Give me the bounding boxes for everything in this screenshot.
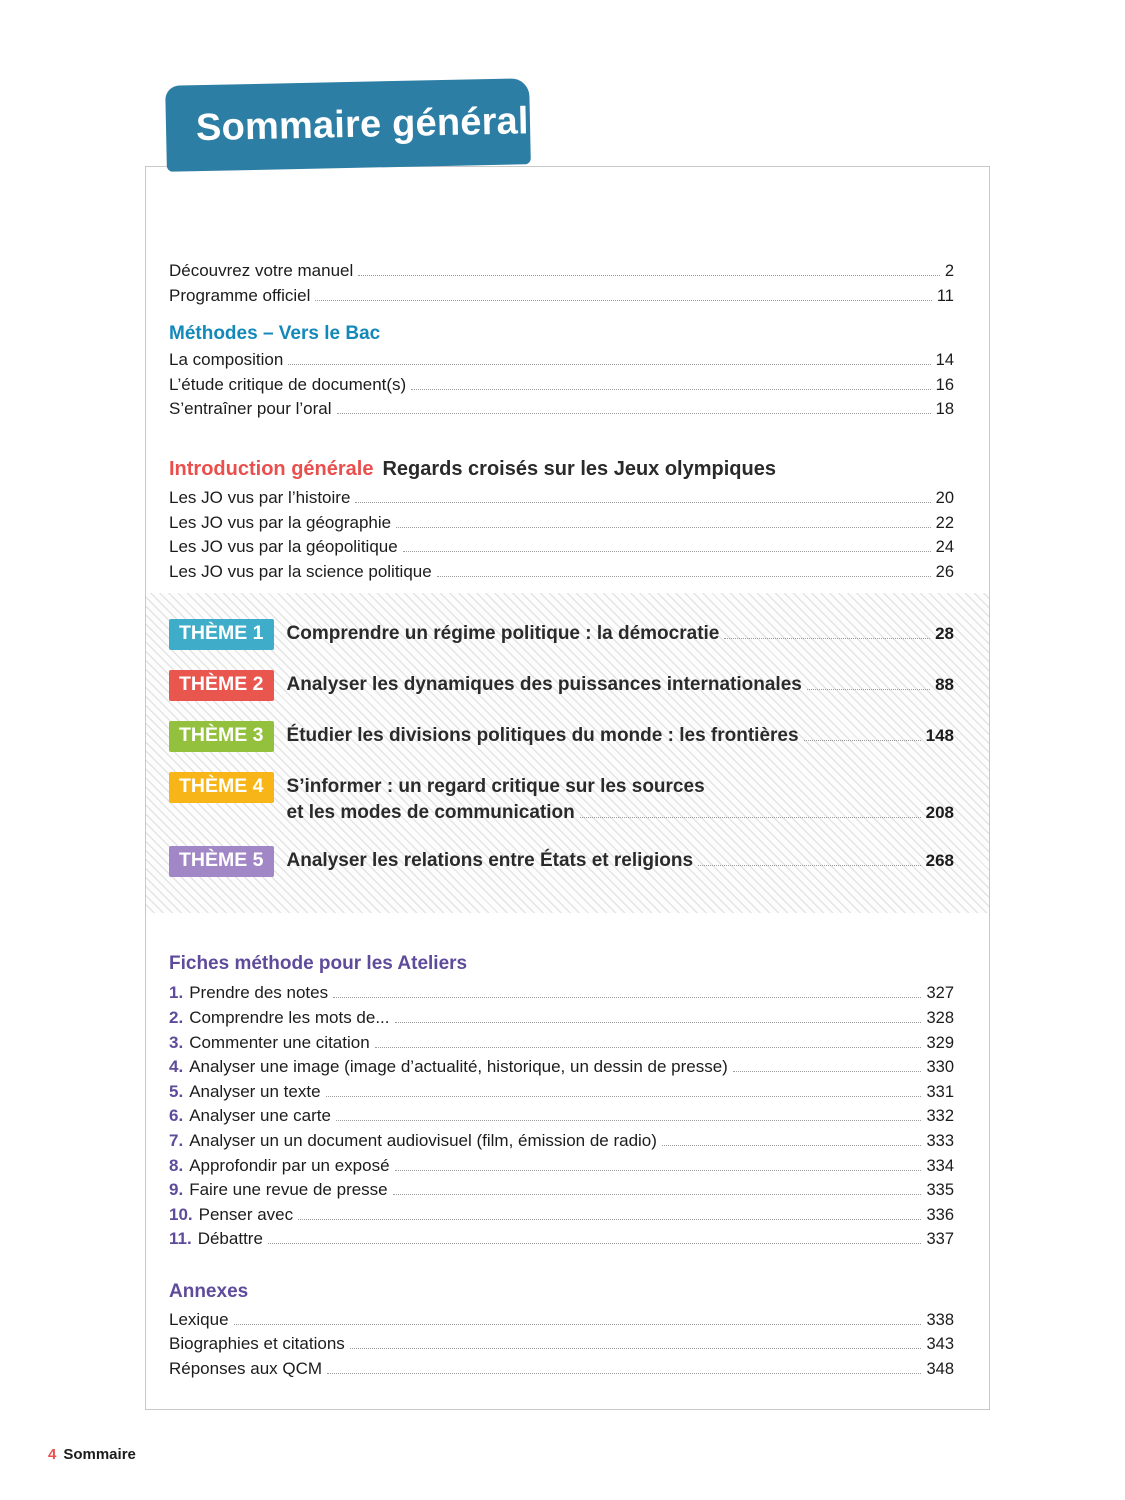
dotted-leader (807, 689, 930, 690)
fiche-label: Analyser une image (image d’actualité, historique, un dessin de presse) (189, 1057, 728, 1077)
section-header-introduction (169, 455, 954, 483)
toc-entry-label: Les JO vus par la géographie (169, 512, 392, 532)
introduction-title: Regards croisés sur les Jeux olympiques (382, 457, 776, 480)
footer-page-number: 4 (48, 1446, 57, 1463)
toc-entry-page: 2 (944, 262, 954, 280)
fiche-row-6 (169, 1104, 954, 1129)
theme-2-title: Analyser les dynamiques des puissances internationales (286, 674, 802, 696)
dotted-leader (395, 1170, 922, 1171)
dotted-leader (411, 389, 930, 390)
dotted-leader (337, 413, 931, 414)
dotted-leader (580, 817, 921, 818)
toc-entry-jo-science-politique (169, 560, 954, 585)
fiche-number: 4. (169, 1057, 184, 1077)
dotted-leader (804, 740, 921, 741)
dotted-leader (288, 364, 930, 365)
dotted-leader (355, 502, 930, 503)
dotted-leader (395, 1022, 922, 1023)
toc-entry-jo-geopolitique (169, 535, 954, 560)
theme-4-badge: THÈME 4 (169, 772, 274, 803)
fiche-page: 331 (926, 1082, 954, 1101)
theme-4-title-line1: S’informer : un regard critique sur les sources (286, 776, 705, 798)
annexe-page: 338 (926, 1310, 954, 1329)
fiche-number: 7. (169, 1130, 184, 1150)
dotted-leader (298, 1219, 921, 1220)
annexe-page: 348 (926, 1360, 954, 1379)
dotted-leader (350, 1348, 922, 1349)
fiche-number: 10. (169, 1204, 193, 1224)
fiche-number: 3. (169, 1032, 184, 1052)
dotted-leader (326, 1096, 922, 1097)
fiche-row-8 (169, 1154, 954, 1179)
annexe-label: Biographies et citations (169, 1334, 345, 1354)
fiche-number: 8. (169, 1155, 184, 1175)
toc-entry-programme (169, 284, 954, 309)
toc-entry-page: 14 (935, 351, 954, 370)
section-header-annexes: Annexes (169, 1280, 249, 1302)
fiche-label: Analyser un texte (189, 1081, 321, 1101)
toc-entry-label: Les JO vus par la science politique (169, 561, 432, 581)
annexe-page: 343 (926, 1335, 954, 1354)
annexe-label: Réponses aux QCM (169, 1359, 323, 1379)
toc-entry-page: 20 (935, 488, 954, 507)
theme-2-row (169, 670, 954, 701)
fiche-row-7 (169, 1129, 954, 1154)
dotted-leader (724, 638, 930, 639)
fiche-page: 328 (926, 1008, 954, 1027)
dotted-leader (662, 1145, 922, 1146)
fiche-row-1 (169, 981, 954, 1006)
toc-entry-label: Découvrez votre manuel (169, 261, 354, 280)
fiche-number: 2. (169, 1007, 184, 1027)
sommaire-banner (165, 78, 531, 172)
annexe-row-biographies (169, 1332, 954, 1357)
dotted-leader (327, 1373, 921, 1374)
section-header-methodes: Méthodes – Vers le Bac (169, 323, 381, 345)
theme-5-badge: THÈME 5 (169, 846, 274, 877)
dotted-leader (336, 1120, 922, 1121)
theme-1-badge: THÈME 1 (169, 619, 274, 650)
fiche-number: 11. (169, 1229, 192, 1249)
fiche-label: Faire une revue de presse (189, 1180, 388, 1200)
theme-1-title: Comprendre un régime politique : la démocratie (286, 623, 720, 645)
fiche-row-11 (169, 1227, 954, 1252)
toc-entry-label: La composition (169, 350, 284, 370)
fiche-row-4 (169, 1055, 954, 1080)
dotted-leader (268, 1243, 922, 1244)
toc-entry-page: 16 (935, 375, 954, 394)
theme-3-title: Étudier les divisions politiques du monde : les frontières (286, 725, 799, 747)
fiche-page: 330 (926, 1058, 954, 1077)
annexe-label: Lexique (169, 1309, 229, 1329)
theme-2-page: 88 (935, 675, 954, 695)
annexe-row-lexique (169, 1308, 954, 1333)
fiche-page: 332 (926, 1107, 954, 1126)
page-title: Sommaire général (195, 99, 530, 149)
dotted-leader (333, 997, 921, 998)
section-header-fiches: Fiches méthode pour les Ateliers (169, 953, 468, 975)
toc-entry-jo-histoire (169, 486, 954, 511)
theme-5-page: 268 (925, 851, 954, 871)
dotted-leader (234, 1324, 922, 1325)
fiche-label: Prendre des notes (189, 983, 329, 1003)
dotted-leader (437, 576, 931, 577)
fiche-row-10 (169, 1203, 954, 1228)
theme-5-title: Analyser les relations entre États et religions (286, 850, 694, 872)
fiche-page: 333 (926, 1131, 954, 1150)
theme-4-title-block (287, 774, 954, 826)
page-footer (48, 1446, 136, 1463)
toc-entry-label: Programme officiel (169, 285, 311, 305)
toc-entry-etude-critique (169, 373, 954, 398)
dotted-leader (375, 1047, 922, 1048)
theme-4-row (169, 772, 954, 826)
dotted-leader (396, 527, 931, 528)
toc-entry-label: Les JO vus par l’histoire (169, 487, 351, 507)
fiche-row-5 (169, 1080, 954, 1105)
fiche-number: 1. (169, 983, 184, 1003)
fiche-page: 329 (926, 1033, 954, 1052)
fiche-label: Comprendre les mots de... (189, 1007, 390, 1027)
fiche-page: 337 (926, 1230, 954, 1249)
theme-4-title-row2 (287, 800, 954, 826)
fiche-number: 9. (169, 1180, 184, 1200)
fiche-page: 335 (926, 1181, 954, 1200)
fiche-label: Approfondir par un exposé (189, 1155, 390, 1175)
introduction-label: Introduction générale (169, 457, 374, 480)
fiche-number: 6. (169, 1106, 184, 1126)
theme-1-page: 28 (935, 624, 954, 644)
fiche-label: Analyser un un document audiovisuel (film, émission de radio) (189, 1130, 657, 1150)
toc-entry-page: 11 (936, 286, 954, 305)
annexe-row-qcm (169, 1357, 954, 1382)
theme-1-row (169, 619, 954, 650)
theme-3-badge: THÈME 3 (169, 721, 274, 752)
toc-entry-oral (169, 397, 954, 422)
fiche-label: Débattre (197, 1229, 263, 1249)
fiche-row-9 (169, 1178, 954, 1203)
dotted-leader (698, 865, 921, 866)
fiche-row-2 (169, 1006, 954, 1031)
theme-4-title-line2: et les modes de communication (286, 802, 575, 824)
toc-entry-page: 24 (935, 538, 954, 557)
toc-entry-decouvrez (169, 259, 954, 284)
fiche-label: Analyser une carte (189, 1106, 331, 1126)
theme-2-badge: THÈME 2 (169, 670, 274, 701)
toc-entry-page: 18 (935, 400, 954, 419)
fiche-number: 5. (169, 1081, 184, 1101)
themes-band (146, 593, 989, 913)
theme-4-page: 208 (925, 803, 954, 823)
footer-label: Sommaire (63, 1446, 136, 1463)
toc-entry-page: 26 (935, 562, 954, 581)
fiche-label: Penser avec (198, 1204, 294, 1224)
fiche-row-3 (169, 1031, 954, 1056)
fiche-label: Commenter une citation (189, 1032, 370, 1052)
theme-3-page: 148 (925, 726, 954, 746)
toc-entry-label: Les JO vus par la géopolitique (169, 537, 398, 557)
toc-entry-page: 22 (935, 513, 954, 532)
theme-3-row (169, 721, 954, 752)
theme-5-row (169, 846, 954, 877)
fiche-page: 334 (926, 1156, 954, 1175)
dotted-leader (393, 1194, 922, 1195)
fiche-page: 327 (926, 984, 954, 1003)
toc-entry-label: S’entraîner pour l’oral (169, 399, 332, 419)
toc-entry-label: L’étude critique de document(s) (169, 374, 407, 394)
toc-entry-jo-geographie (169, 511, 954, 536)
toc-entry-composition (169, 348, 954, 373)
dotted-leader (733, 1071, 922, 1072)
dotted-leader (403, 551, 931, 552)
dotted-leader (358, 275, 940, 276)
toc-content-box (145, 166, 990, 1410)
dotted-leader (315, 300, 931, 301)
fiche-page: 336 (926, 1205, 954, 1224)
